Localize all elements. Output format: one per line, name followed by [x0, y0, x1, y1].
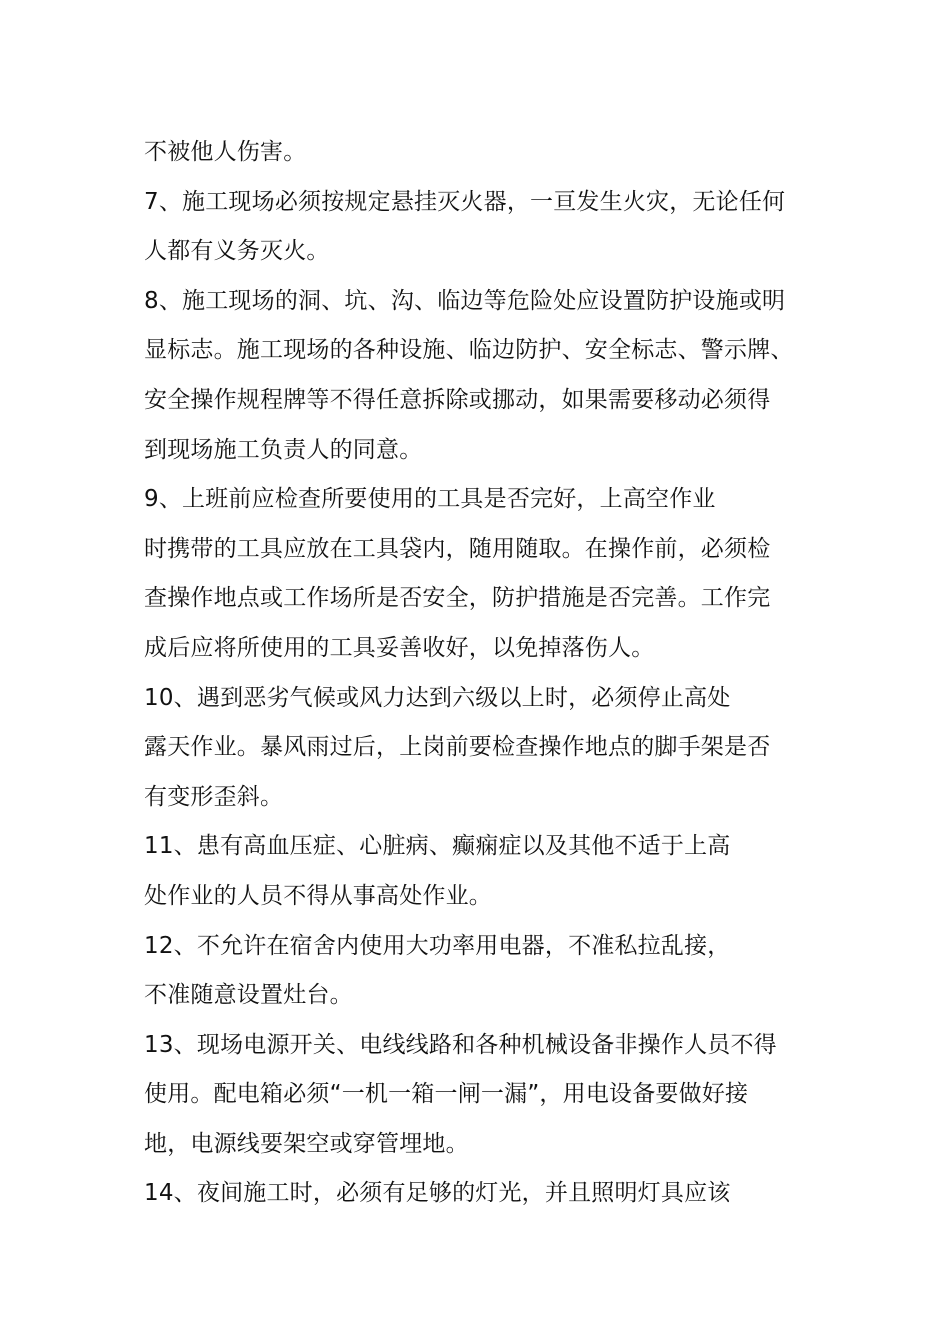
text-line: 到现场施工负责人的同意。: [144, 436, 423, 463]
text-line: 地，电源线要架空或穿管埋地。: [144, 1130, 469, 1157]
text-line: 10、遇到恶劣气候或风力达到六级以上时，必须停止高处: [144, 684, 731, 711]
text-line: 12、不允许在宿舍内使用大功率用电器，不准私拉乱接，: [144, 932, 731, 959]
document-body: [144, 128, 824, 1219]
text-line: 14、夜间施工时，必须有足够的灯光，并且照明灯具应该: [144, 1180, 731, 1207]
text-line: 显标志。施工现场的各种设施、临边防护、安全标志、警示牌、: [144, 337, 794, 364]
text-line: 不准随意设置灶台。: [144, 982, 353, 1009]
text-line: 9、上班前应检查所要使用的工具是否完好，上高空作业: [144, 486, 716, 513]
text-line: 8、施工现场的洞、坑、沟、临边等危险处应设置防护设施或明: [144, 287, 786, 314]
text-line: 7、施工现场必须按规定悬挂灭火器，一亘发生火灾，无论任何: [144, 188, 786, 215]
text-line: 11、患有高血压症、心脏病、癫痫症以及其他不适于上高: [144, 833, 731, 860]
text-line: 露天作业。暴风雨过后，上岗前要检查操作地点的脚手架是否: [144, 734, 771, 761]
text-line: 时携带的工具应放在工具袋内，随用随取。在操作前，必须检: [144, 535, 771, 562]
text-line: 处作业的人员不得从事高处作业。: [144, 882, 492, 909]
text-line: 查操作地点或工作场所是否安全，防护措施是否完善。工作完: [144, 585, 771, 612]
text-line: 安全操作规程牌等不得任意拆除或挪动，如果需要移动必须得: [144, 386, 771, 413]
text-line: 使用。配电箱必须“一机一箱一闸一漏”，用电设备要做好接: [144, 1081, 749, 1108]
text-line: 有变形歪斜。: [144, 783, 284, 810]
text-line: 不被他人伤害。: [144, 139, 307, 165]
text-line: 成后应将所使用的工具妥善收好，以免掉落伤人。: [144, 634, 655, 661]
text-line: 人都有义务灭火。: [144, 238, 330, 265]
text-line: 13、现场电源开关、电线线路和各种机械设备非操作人员不得: [144, 1031, 777, 1058]
